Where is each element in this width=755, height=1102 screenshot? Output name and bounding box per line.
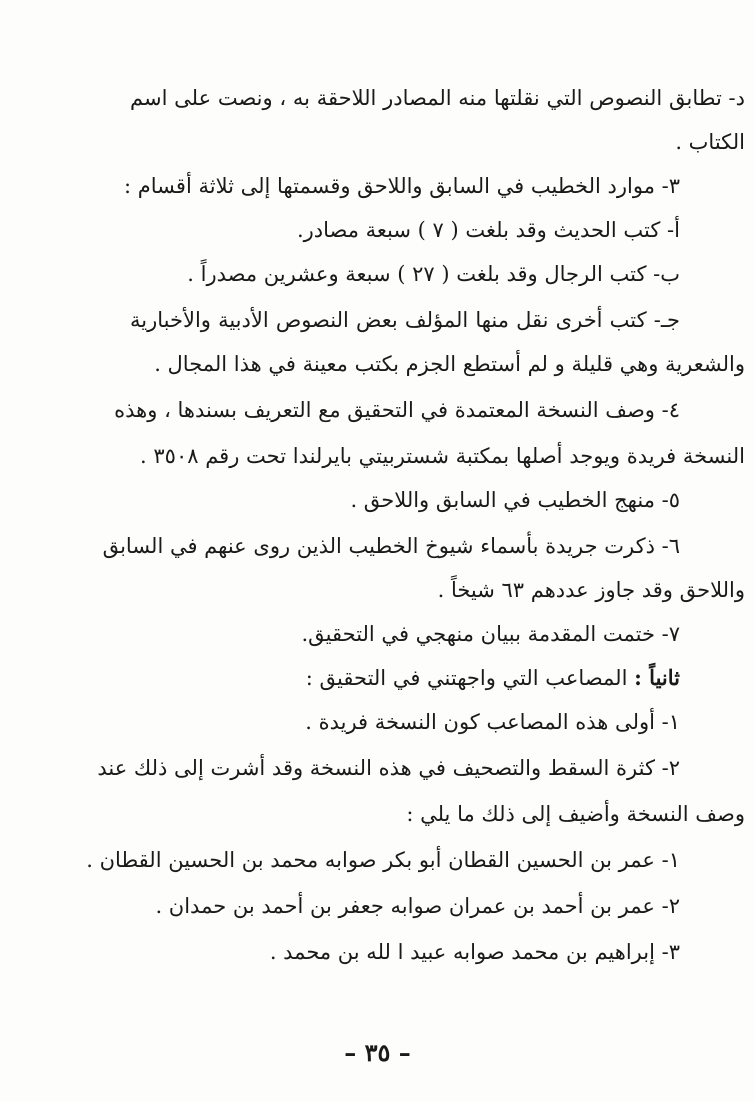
section-heading (306, 664, 680, 692)
text-line-6: جـ- كتب أخرى نقل منها المؤلف بعض النصوص الأدبية والأخبارية (130, 308, 680, 332)
text-line-19: ٢- عمر بن أحمد بن عمران صوابه جعفر بن أحمد بن حمدان . (155, 894, 680, 918)
text-line-17: وصف النسخة وأضيف إلى ذلك ما يلي : (406, 802, 745, 826)
text-line-20: ٣- إبراهيم بن محمد صوابه عبيد ا لله بن محمد . (269, 940, 680, 964)
text-line-16: ٢- كثرة السقط والتصحيف في هذه النسخة وقد أشرت إلى ذلك عند (97, 756, 680, 780)
text-line-5: ب- كتب الرجال وقد بلغت ( ٢٧ ) سبعة وعشرين مصدراً . (187, 262, 680, 286)
heading-prefix: ثانياً : (634, 665, 680, 690)
text-line-3: ٣- موارد الخطيب في السابق واللاحق وقسمتها إلى ثلاثة أقسام : (124, 174, 680, 198)
page-number: – ٣٥ – (344, 1038, 411, 1067)
text-line-18: ١- عمر بن الحسين القطان أبو بكر صوابه محمد بن الحسين القطان . (86, 848, 680, 872)
text-line-2: الكتاب . (675, 130, 745, 154)
text-line-7: والشعرية وهي قليلة و لم أستطع الجزم بكتب معينة في هذا المجال . (154, 352, 745, 376)
text-line-8: ٤- وصف النسخة المعتمدة في التحقيق مع التعريف بسندها ، وهذه (114, 398, 680, 422)
text-line-11: ٦- ذكرت جريدة بأسماء شيوخ الخطيب الذين روى عنهم في السابق (102, 534, 680, 558)
text-line-15: ١- أولى هذه المصاعب كون النسخة فريدة . (305, 710, 680, 734)
text-line-9: النسخة فريدة ويوجد أصلها بمكتبة شستربيتي بايرلندا تحت رقم ٣٥٠٨ . (140, 444, 745, 468)
text-line-4: أ- كتب الحديث وقد بلغت ( ٧ ) سبعة مصادر. (296, 218, 680, 242)
text-line-1: د- تطابق النصوص التي نقلتها منه المصادر اللاحقة به ، ونصت على اسم (130, 86, 745, 110)
text-line-10: ٥- منهج الخطيب في السابق واللاحق . (350, 488, 680, 512)
text-line-13: ٧- ختمت المقدمة ببيان منهجي في التحقيق. (301, 622, 680, 646)
text-line-12: واللاحق وقد جاوز عددهم ٦٣ شيخاً . (437, 578, 745, 602)
heading-text: المصاعب التي واجهتني في التحقيق : (305, 666, 628, 690)
